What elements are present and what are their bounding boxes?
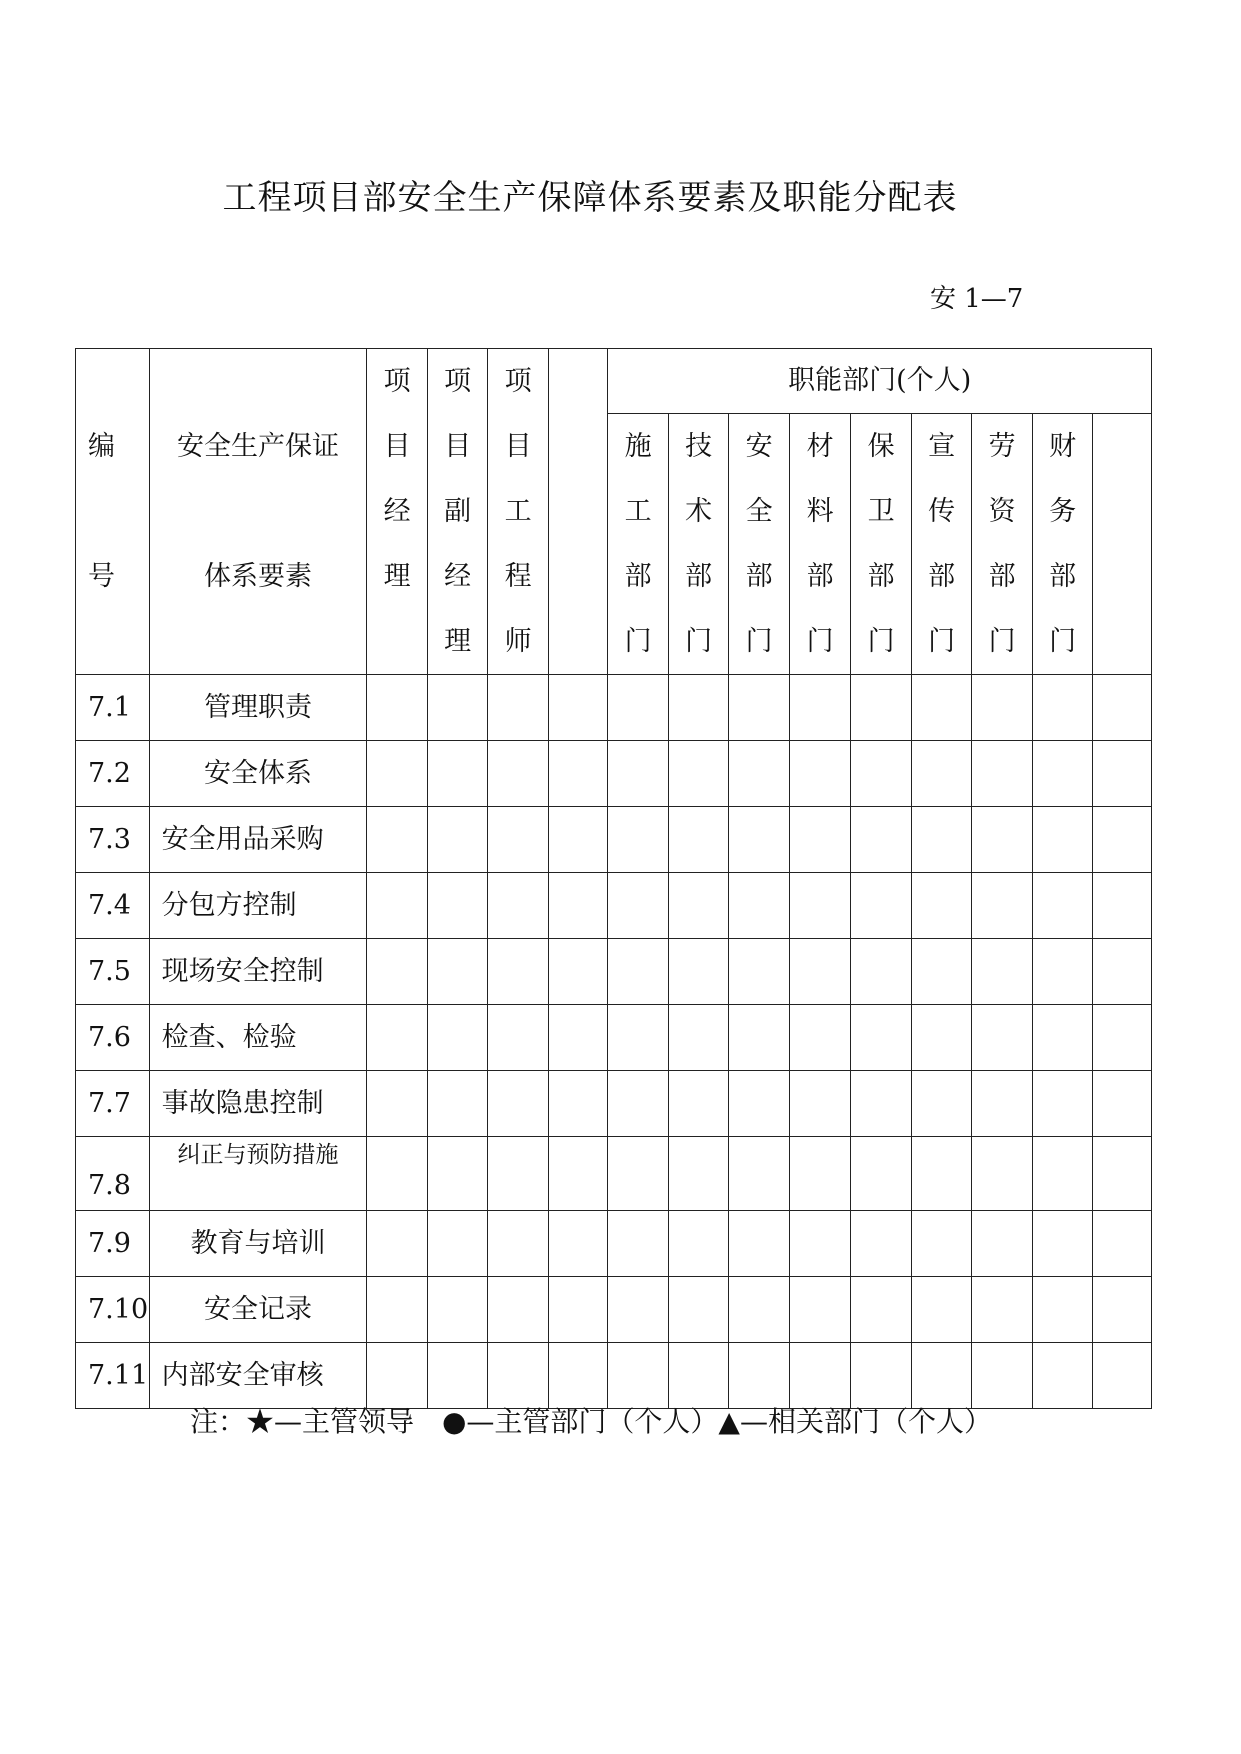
- cell[interactable]: [367, 1137, 428, 1211]
- role-char: 目: [383, 431, 411, 462]
- cell[interactable]: [851, 1137, 912, 1211]
- cell[interactable]: [427, 1071, 488, 1137]
- row-number: 7.11: [76, 1343, 150, 1409]
- cell[interactable]: [367, 675, 428, 741]
- dept-char: 门: [867, 626, 895, 657]
- cell[interactable]: [367, 873, 428, 939]
- dept-char: 全: [745, 496, 773, 527]
- cell[interactable]: [668, 741, 729, 807]
- dept-char: 宣: [928, 431, 956, 462]
- cell[interactable]: [1032, 807, 1093, 873]
- cell[interactable]: [668, 873, 729, 939]
- row-number: 7.3: [76, 807, 150, 873]
- dept-char: 技: [685, 431, 713, 462]
- cell[interactable]: [668, 675, 729, 741]
- header-row-top: [76, 349, 1152, 414]
- cell[interactable]: [488, 1137, 549, 1211]
- dept-finance: [1032, 414, 1093, 675]
- cell[interactable]: [548, 741, 607, 807]
- department-group-header: 职能部门(个人): [608, 349, 1152, 414]
- cell[interactable]: [911, 1005, 972, 1071]
- cell[interactable]: [668, 807, 729, 873]
- cell[interactable]: [608, 675, 669, 741]
- cell[interactable]: [911, 873, 972, 939]
- cell[interactable]: [729, 873, 790, 939]
- cell[interactable]: [488, 741, 549, 807]
- role-char: 项: [383, 366, 411, 397]
- table-row: [76, 1137, 1152, 1211]
- cell[interactable]: [488, 807, 549, 873]
- cell[interactable]: [367, 1211, 428, 1277]
- cell[interactable]: [608, 807, 669, 873]
- cell[interactable]: [851, 675, 912, 741]
- row-number: 7.1: [76, 675, 150, 741]
- dept-technical: [668, 414, 729, 675]
- cell[interactable]: [972, 1343, 1033, 1409]
- dept-security: [851, 414, 912, 675]
- cell[interactable]: [1093, 1005, 1152, 1071]
- row-number: 7.8: [76, 1137, 150, 1211]
- table-row: [76, 873, 1152, 939]
- cell[interactable]: [972, 741, 1033, 807]
- cell[interactable]: [548, 1343, 607, 1409]
- form-code: 安 1—7: [930, 284, 1024, 314]
- dept-char: 资: [988, 496, 1016, 527]
- role-char: 程: [504, 561, 532, 592]
- element-header-line-2: 体系要素: [204, 561, 313, 592]
- cell[interactable]: [367, 1071, 428, 1137]
- dept-char: 门: [624, 626, 652, 657]
- cell[interactable]: [851, 873, 912, 939]
- cell[interactable]: [972, 1137, 1033, 1211]
- dept-char: 工: [624, 496, 652, 527]
- cell[interactable]: [1093, 1277, 1152, 1343]
- cell[interactable]: [729, 675, 790, 741]
- cell[interactable]: [427, 1277, 488, 1343]
- cell[interactable]: [1032, 675, 1093, 741]
- table-row: [76, 1343, 1152, 1409]
- row-number: 7.9: [76, 1211, 150, 1277]
- row-element: 事故隐患控制: [149, 1071, 367, 1137]
- cell[interactable]: [548, 1277, 607, 1343]
- element-header: [149, 349, 367, 675]
- row-number: 7.6: [76, 1005, 150, 1071]
- cell[interactable]: [729, 1343, 790, 1409]
- role-char: 副: [444, 496, 472, 527]
- cell[interactable]: [851, 939, 912, 1005]
- blank-dept-cell: [1093, 414, 1152, 675]
- cell[interactable]: [367, 807, 428, 873]
- cell[interactable]: [851, 1071, 912, 1137]
- cell[interactable]: [911, 1071, 972, 1137]
- dept-construction: [608, 414, 669, 675]
- number-header-char-1: 编: [88, 431, 115, 462]
- table-row: [76, 741, 1152, 807]
- blank-header-cell: [548, 349, 607, 675]
- cell[interactable]: [851, 1277, 912, 1343]
- cell[interactable]: [427, 1137, 488, 1211]
- cell[interactable]: [548, 1211, 607, 1277]
- row-element: 检查、检验: [149, 1005, 367, 1071]
- cell[interactable]: [427, 807, 488, 873]
- allocation-table: [75, 348, 1152, 1409]
- cell[interactable]: [548, 939, 607, 1005]
- number-header: [76, 349, 150, 675]
- cell[interactable]: [729, 1277, 790, 1343]
- row-element: 安全用品采购: [149, 807, 367, 873]
- cell[interactable]: [427, 873, 488, 939]
- cell[interactable]: [911, 939, 972, 1005]
- cell[interactable]: [668, 1211, 729, 1277]
- document-title: 工程项目部安全生产保障体系要素及职能分配表: [222, 178, 958, 218]
- dept-char: 部: [624, 561, 652, 592]
- role-char: 经: [444, 561, 472, 592]
- cell[interactable]: [427, 741, 488, 807]
- cell[interactable]: [1032, 1277, 1093, 1343]
- cell[interactable]: [1093, 1071, 1152, 1137]
- cell[interactable]: [668, 1071, 729, 1137]
- dept-char: 门: [1049, 626, 1077, 657]
- row-number: 7.10: [76, 1277, 150, 1343]
- dept-char: 门: [806, 626, 834, 657]
- cell[interactable]: [1093, 939, 1152, 1005]
- dept-char: 施: [624, 431, 652, 462]
- cell[interactable]: [548, 1137, 607, 1211]
- cell[interactable]: [427, 1343, 488, 1409]
- element-header-line-1: 安全生产保证: [177, 431, 340, 462]
- cell[interactable]: [789, 1071, 851, 1137]
- role-char: 师: [504, 626, 532, 657]
- cell[interactable]: [911, 1137, 972, 1211]
- cell[interactable]: [608, 1005, 669, 1071]
- cell[interactable]: [789, 873, 851, 939]
- cell[interactable]: [972, 873, 1033, 939]
- cell[interactable]: [972, 1277, 1033, 1343]
- role-char: 项: [444, 366, 472, 397]
- dept-char: 部: [806, 561, 834, 592]
- dept-char: 部: [1049, 561, 1077, 592]
- cell[interactable]: [789, 1005, 851, 1071]
- cell[interactable]: [729, 741, 790, 807]
- dept-char: 传: [928, 496, 956, 527]
- cell[interactable]: [789, 1137, 851, 1211]
- cell[interactable]: [1093, 741, 1152, 807]
- table-row: [76, 1211, 1152, 1277]
- cell[interactable]: [972, 675, 1033, 741]
- cell[interactable]: [608, 1277, 669, 1343]
- row-element: 安全体系: [149, 741, 367, 807]
- cell[interactable]: [488, 1005, 549, 1071]
- cell[interactable]: [488, 873, 549, 939]
- cell[interactable]: [1032, 873, 1093, 939]
- cell[interactable]: [608, 873, 669, 939]
- cell[interactable]: [668, 1005, 729, 1071]
- cell[interactable]: [488, 1071, 549, 1137]
- dept-char: 保: [867, 431, 895, 462]
- role-char: 目: [504, 431, 532, 462]
- dept-char: 部: [685, 561, 713, 592]
- cell[interactable]: [427, 675, 488, 741]
- dept-char: 部: [988, 561, 1016, 592]
- cell[interactable]: [911, 741, 972, 807]
- row-number: 7.5: [76, 939, 150, 1005]
- cell[interactable]: [1093, 1211, 1152, 1277]
- cell[interactable]: [367, 939, 428, 1005]
- cell[interactable]: [851, 1211, 912, 1277]
- cell[interactable]: [548, 1005, 607, 1071]
- role-project-manager: [367, 349, 428, 675]
- dept-char: 部: [867, 561, 895, 592]
- cell[interactable]: [367, 1005, 428, 1071]
- role-deputy-manager: [427, 349, 488, 675]
- dept-char: 术: [685, 496, 713, 527]
- dept-char: 卫: [867, 496, 895, 527]
- row-number: 7.4: [76, 873, 150, 939]
- role-char: 理: [444, 626, 472, 657]
- cell[interactable]: [488, 1277, 549, 1343]
- cell[interactable]: [789, 741, 851, 807]
- cell[interactable]: [608, 1211, 669, 1277]
- table-row: [76, 1071, 1152, 1137]
- number-header-char-2: 号: [88, 561, 115, 592]
- cell[interactable]: [911, 675, 972, 741]
- cell[interactable]: [488, 939, 549, 1005]
- cell[interactable]: [427, 1211, 488, 1277]
- dept-char: 部: [928, 561, 956, 592]
- cell[interactable]: [488, 1343, 549, 1409]
- cell[interactable]: [1093, 1343, 1152, 1409]
- cell[interactable]: [608, 939, 669, 1005]
- role-project-engineer: [488, 349, 549, 675]
- role-char: 理: [383, 561, 411, 592]
- cell[interactable]: [851, 1343, 912, 1409]
- cell[interactable]: [1032, 1005, 1093, 1071]
- cell[interactable]: [367, 1277, 428, 1343]
- dept-publicity: [911, 414, 972, 675]
- dept-char: 安: [745, 431, 773, 462]
- dept-safety: [729, 414, 790, 675]
- role-char: 目: [444, 431, 472, 462]
- cell[interactable]: [789, 1343, 851, 1409]
- row-element: 现场安全控制: [149, 939, 367, 1005]
- cell[interactable]: [789, 807, 851, 873]
- dept-char: 门: [928, 626, 956, 657]
- role-char: 经: [383, 496, 411, 527]
- cell[interactable]: [488, 1211, 549, 1277]
- cell[interactable]: [1093, 873, 1152, 939]
- row-element: 内部安全审核: [149, 1343, 367, 1409]
- cell[interactable]: [427, 1005, 488, 1071]
- cell[interactable]: [488, 675, 549, 741]
- cell[interactable]: [1093, 1137, 1152, 1211]
- cell[interactable]: [729, 1005, 790, 1071]
- table-row: [76, 675, 1152, 741]
- row-number: 7.2: [76, 741, 150, 807]
- cell[interactable]: [911, 1343, 972, 1409]
- cell[interactable]: [1032, 741, 1093, 807]
- cell[interactable]: [729, 1071, 790, 1137]
- cell[interactable]: [911, 1277, 972, 1343]
- cell[interactable]: [851, 1005, 912, 1071]
- role-char: 项: [504, 366, 532, 397]
- dept-char: 门: [685, 626, 713, 657]
- cell[interactable]: [789, 939, 851, 1005]
- cell[interactable]: [972, 1211, 1033, 1277]
- row-number: 7.7: [76, 1071, 150, 1137]
- cell[interactable]: [608, 1071, 669, 1137]
- legend-note: 注：★—主管领导 ●—主管部门（个人）▲—相关部门（个人）: [190, 1405, 992, 1438]
- dept-char: 务: [1049, 496, 1077, 527]
- cell[interactable]: [729, 939, 790, 1005]
- row-element: 管理职责: [149, 675, 367, 741]
- cell[interactable]: [548, 807, 607, 873]
- cell[interactable]: [427, 939, 488, 1005]
- cell[interactable]: [548, 675, 607, 741]
- table-row: [76, 807, 1152, 873]
- cell[interactable]: [972, 939, 1033, 1005]
- cell[interactable]: [1032, 1211, 1093, 1277]
- dept-materials: [789, 414, 851, 675]
- cell[interactable]: [668, 1277, 729, 1343]
- table-row: [76, 1277, 1152, 1343]
- dept-char: 部: [745, 561, 773, 592]
- cell[interactable]: [972, 1071, 1033, 1137]
- row-element: 分包方控制: [149, 873, 367, 939]
- cell[interactable]: [729, 1137, 790, 1211]
- dept-char: 门: [988, 626, 1016, 657]
- row-element: 教育与培训: [149, 1211, 367, 1277]
- row-element: 纠正与预防措施: [149, 1137, 367, 1211]
- cell[interactable]: [851, 741, 912, 807]
- table-row: [76, 939, 1152, 1005]
- cell[interactable]: [668, 1137, 729, 1211]
- dept-char: 材: [806, 431, 834, 462]
- cell[interactable]: [851, 807, 912, 873]
- cell[interactable]: [972, 807, 1033, 873]
- dept-char: 劳: [988, 431, 1016, 462]
- dept-labor: [972, 414, 1033, 675]
- cell[interactable]: [608, 741, 669, 807]
- table-row: [76, 1005, 1152, 1071]
- cell[interactable]: [1093, 675, 1152, 741]
- cell[interactable]: [972, 1005, 1033, 1071]
- cell[interactable]: [367, 1343, 428, 1409]
- cell[interactable]: [608, 1137, 669, 1211]
- cell[interactable]: [1032, 1071, 1093, 1137]
- cell[interactable]: [789, 1211, 851, 1277]
- cell[interactable]: [1032, 1137, 1093, 1211]
- cell[interactable]: [729, 807, 790, 873]
- dept-char: 门: [745, 626, 773, 657]
- cell[interactable]: [608, 1343, 669, 1409]
- cell[interactable]: [911, 807, 972, 873]
- cell[interactable]: [789, 1277, 851, 1343]
- cell[interactable]: [668, 939, 729, 1005]
- dept-char: 财: [1049, 431, 1077, 462]
- dept-char: 料: [806, 496, 834, 527]
- cell[interactable]: [1032, 939, 1093, 1005]
- cell[interactable]: [668, 1343, 729, 1409]
- cell[interactable]: [548, 873, 607, 939]
- cell[interactable]: [367, 741, 428, 807]
- cell[interactable]: [911, 1211, 972, 1277]
- cell[interactable]: [789, 675, 851, 741]
- cell[interactable]: [729, 1211, 790, 1277]
- row-element: 安全记录: [149, 1277, 367, 1343]
- role-char: 工: [504, 496, 532, 527]
- cell[interactable]: [1093, 807, 1152, 873]
- cell[interactable]: [548, 1071, 607, 1137]
- cell[interactable]: [1032, 1343, 1093, 1409]
